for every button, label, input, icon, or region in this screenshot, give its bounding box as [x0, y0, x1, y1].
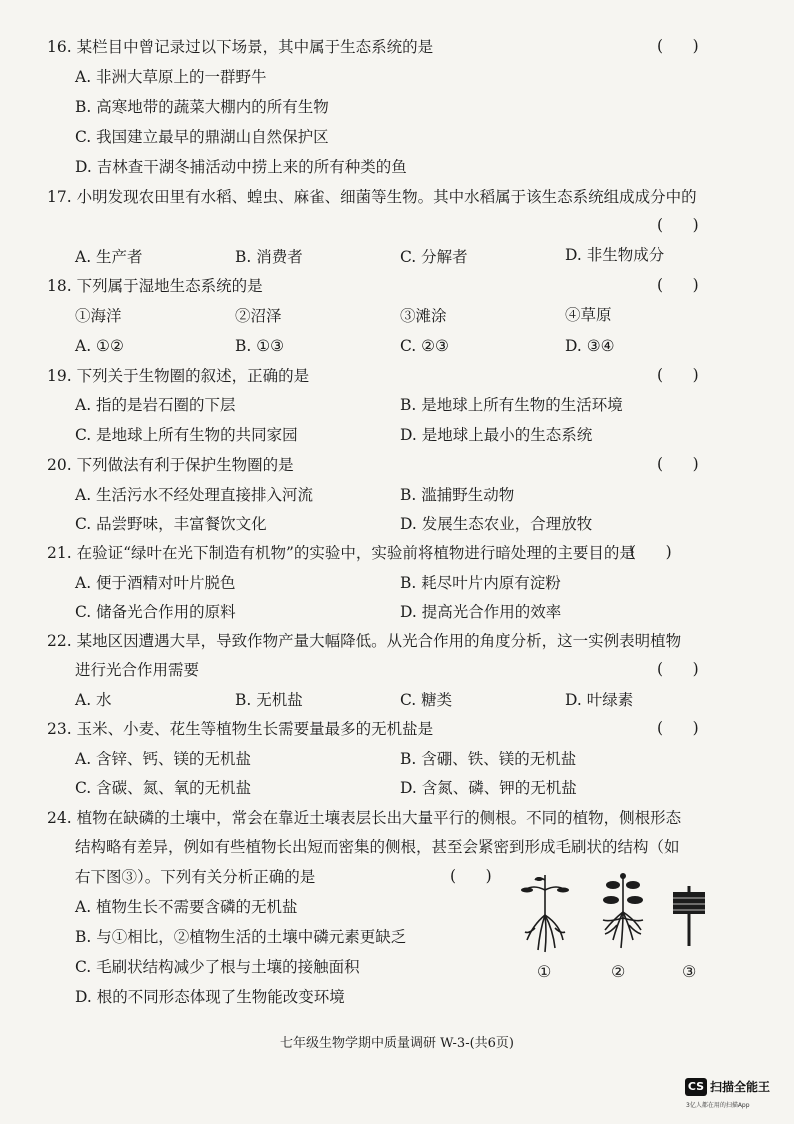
q24-stem-line2: 结构略有差异，例如有些植物长出短而密集的侧根，甚至会紧密到形成毛刷状的结构（如 [75, 838, 680, 856]
q20-answer-paren: ( ) [657, 455, 699, 473]
q20-option-c: C. 品尝野味，丰富餐饮文化 [75, 515, 267, 533]
q22-option-c: C. 糖类 [400, 691, 453, 709]
page-footer: 七年级生物学期中质量调研 W-3-(共6页) [279, 1036, 515, 1051]
figure-label-1: ① [537, 962, 552, 981]
q23-option-b: B. 含硼、铁、镁的无机盐 [400, 750, 577, 768]
q18-item-3: ③滩涂 [400, 307, 447, 325]
plant-3-illustration [673, 886, 705, 946]
q18-option-a: A. ①② [75, 337, 124, 355]
q17-option-d: D. 非生物成分 [565, 246, 665, 264]
q24-option-c: C. 毛刷状结构减少了根与土壤的接触面积 [75, 958, 360, 976]
q24-stem-line3: 右下图③）。下列有关分析正确的是 [75, 868, 316, 886]
figure-label-2: ② [611, 962, 626, 981]
q20-option-b: B. 滥捕野生动物 [400, 486, 515, 504]
q22-answer-paren: ( ) [657, 660, 699, 678]
q18-answer-paren: ( ) [657, 276, 699, 294]
q19-option-b: B. 是地球上所有生物的生活环境 [400, 396, 623, 414]
q19-option-c: C. 是地球上所有生物的共同家园 [75, 426, 298, 444]
q16-option-c: C. 我国建立最早的鼎湖山自然保护区 [75, 128, 329, 146]
q24-answer-paren: ( ) [450, 867, 492, 885]
q21-answer-paren: ( ) [630, 543, 672, 561]
q23-option-c: C. 含碳、氮、氧的无机盐 [75, 779, 252, 797]
q19-option-d: D. 是地球上最小的生态系统 [400, 426, 593, 444]
q19-answer-paren: ( ) [657, 366, 699, 384]
q24-stem-line1: 24. 植物在缺磷的土壤中，常会在靠近土壤表层长出大量平行的侧根。不同的植物，侧根形态 [47, 809, 682, 827]
q24-root-figure [505, 870, 720, 965]
q22-option-a: A. 水 [75, 691, 112, 709]
q24-option-d: D. 根的不同形态体现了生物能改变环境 [75, 988, 345, 1006]
q22-stem-line1: 22. 某地区因遭遇大旱，导致作物产量大幅降低。从光合作用的角度分析，这一实例表明植物 [47, 632, 682, 650]
plant-1-illustration [525, 875, 565, 952]
q16-option-d: D. 吉林查干湖冬捕活动中捞上来的所有种类的鱼 [75, 158, 407, 176]
q20-option-d: D. 发展生态农业，合理放牧 [400, 515, 593, 533]
q24-option-a: A. 植物生长不需要含磷的无机盐 [75, 898, 298, 916]
q17-option-a: A. 生产者 [75, 248, 143, 266]
q18-option-c: C. ②③ [400, 337, 449, 355]
q22-option-d: D. 叶绿素 [565, 691, 634, 709]
q23-stem: 23. 玉米、小麦、花生等植物生长需要量最多的无机盐是 [47, 720, 434, 738]
q18-stem: 18. 下列属于湿地生态系统的是 [47, 277, 263, 295]
q18-option-d: D. ③④ [565, 337, 615, 355]
q23-option-a: A. 含锌、钙、镁的无机盐 [75, 750, 252, 768]
figure-label-3: ③ [682, 962, 697, 981]
q22-stem-line2: 进行光合作用需要 [75, 661, 200, 679]
q18-item-2: ②沼泽 [235, 307, 282, 325]
q17-stem: 17. 小明发现农田里有水稻、蝗虫、麻雀、细菌等生物。其中水稻属于该生态系统组成成分中的 [47, 188, 697, 206]
q23-option-d: D. 含氮、磷、钾的无机盐 [400, 779, 577, 797]
q21-option-d: D. 提高光合作用的效率 [400, 603, 562, 621]
q20-stem: 20. 下列做法有利于保护生物圈的是 [47, 456, 294, 474]
plant-2-illustration [603, 878, 643, 948]
q19-option-a: A. 指的是岩石圈的下层 [75, 396, 236, 414]
camscanner-subtitle: 3亿人都在用的扫描App [686, 1102, 750, 1109]
q16-answer-paren: ( ) [657, 37, 699, 55]
q18-item-1: ①海洋 [75, 307, 122, 325]
q17-answer-paren: ( ) [657, 216, 699, 234]
q21-option-c: C. 储备光合作用的原料 [75, 603, 236, 621]
q17-option-b: B. 消费者 [235, 248, 303, 266]
q18-option-b: B. ①③ [235, 337, 285, 355]
q21-stem: 21. 在验证“绿叶在光下制造有机物”的实验中，实验前将植物进行暗处理的主要目的是 [47, 544, 635, 562]
camscanner-title: 扫描全能王 [710, 1080, 771, 1094]
q18-item-4: ④草原 [565, 306, 612, 324]
q16-option-b: B. 高寒地带的蔬菜大棚内的所有生物 [75, 98, 329, 116]
q16-stem: 16. 某栏目中曾记录过以下场景，其中属于生态系统的是 [47, 38, 434, 56]
q19-stem: 19. 下列关于生物圈的叙述，正确的是 [47, 367, 310, 385]
q16-option-a: A. 非洲大草原上的一群野牛 [75, 68, 267, 86]
q24-option-b: B. 与①相比，②植物生活的土壤中磷元素更缺乏 [75, 928, 407, 946]
camscanner-logo-icon: CS [685, 1078, 707, 1096]
q21-option-a: A. 便于酒精对叶片脱色 [75, 574, 236, 592]
q20-option-a: A. 生活污水不经处理直接排入河流 [75, 486, 314, 504]
q23-answer-paren: ( ) [657, 719, 699, 737]
q21-option-b: B. 耗尽叶片内原有淀粉 [400, 574, 561, 592]
q17-option-c: C. 分解者 [400, 248, 468, 266]
q22-option-b: B. 无机盐 [235, 691, 303, 709]
